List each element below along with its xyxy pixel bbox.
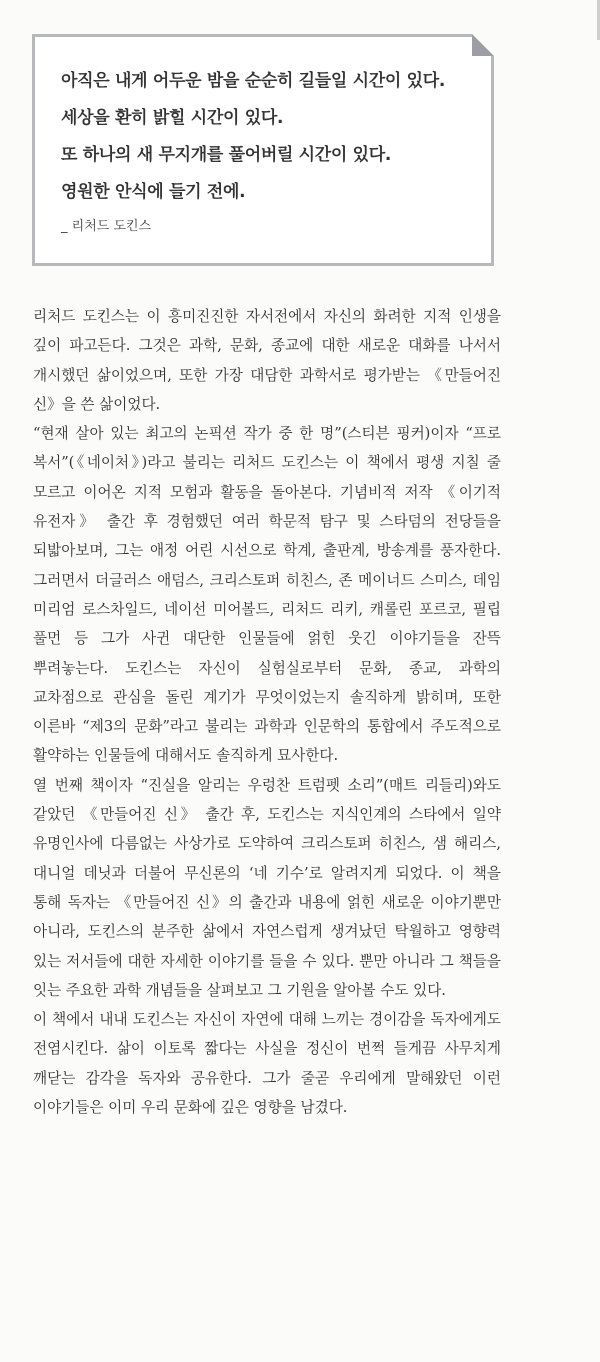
- paragraph: 이 책에서 내내 도킨스는 자신이 자연에 대해 느끼는 경이감을 독자에게도 전염시킨다. 삶이 이토록 짧다는 사실을 정신이 번쩍 들게끔 사무치게 깨닫는 감각을 독자와 공유한다. 그가 줄곧 우리에게 말해왔던 이런 이야기들은 이미 우리 문화에 깊은 영향을 남겼다.: [33, 1011, 501, 1117]
- paragraph: “현재 살아 있는 최고의 논픽션 작가 중 한 명”(스티븐 핑커)이자 “프로 복서”(《네이처》)라고 불리는 리처드 도킨스는 이 책에서 평생 지칠 줄 모르고 이어온 지적 모험과 활동을 돌아본다. 기념비적 저작 《이기적 유전자》 출간 후 경험했던 여러 학문적 탐구 및 스타덤의 전당들을 되밟아보며, 그는 애정 어린 시선으로 학계, 출판계, 방송계를 풍자한다. 그러면서 더글러스 애덤스, 크리스토퍼 히친스, 존 메이너드 스미스, 데임 미리엄 로스차일드, 네이선 미어볼드, 리처드 리키, 캐롤린 포르코, 필립 풀먼 등 그가 사귄 대단한 인물들에 얽힌 웃긴 이야기들을 잔뜩 뿌려놓는다. 도킨스는 자신이 실험실로부터 문화, 종교, 과학의 교차점으로 관심을 돌린 계기가 무엇이었는지 솔직하게 밝히며, 또한 이른바 “제3의 문화”라고 불리는 과학과 인문학의 통합에서 주도적으로 활약하는 인물들에 대해서도 솔직하게 묘사한다.: [33, 425, 501, 765]
- epigraph-box: [32, 34, 494, 266]
- epigraph-line: 영원한 안식에 들기 전에.: [61, 182, 246, 202]
- epigraph-line: 아직은 내게 어두운 밤을 순순히 길들일 시간이 있다.: [61, 71, 446, 91]
- epigraph-attribution: _ 리처드 도킨스: [61, 219, 152, 234]
- epigraph-text: [61, 63, 445, 234]
- paragraph: 리처드 도킨스는 이 흥미진진한 자서전에서 자신의 화려한 지적 인생을 깊이 파고든다. 그것은 과학, 문화, 종교에 대한 새로운 대화를 나서서 개시했던 삶이었으며, 또한 가장 대담한 과학서로 평가받는 《만들어진 신》을 쓴 삶이었다.: [33, 308, 501, 413]
- book-description: [33, 302, 501, 1122]
- paragraph: 열 번째 책이자 “진실을 알리는 우렁찬 트럼펫 소리”(매트 리들리)와도 같았던 《만들어진 신》 출간 후, 도킨스는 지식인계의 스타에서 일약 유명인사에 다름없는 사상가로 도약하여 크리스토퍼 히친스, 샘 해리스, 대니얼 데닛과 더불어 무신론의 ‘네 기수’로 알려지게 되었다. 이 책을 통해 독자는 《만들어진 신》의 출간과 내용에 얽힌 새로운 이야기뿐만 아니라, 도킨스의 분주한 삶에서 자연스럽게 생겨났던 탁월하고 영향력 있는 저서들에 대한 자세한 이야기를 들을 수 있다. 뿐만 아니라 그 책들을 잇는 주요한 과학 개념들을 살펴보고 그 기원을 알아볼 수도 있다.: [33, 776, 501, 999]
- folded-corner: [472, 34, 494, 56]
- epigraph-line: 또 하나의 새 무지개를 풀어버릴 시간이 있다.: [61, 145, 392, 165]
- epigraph-line: 세상을 환히 밝힐 시간이 있다.: [61, 108, 284, 128]
